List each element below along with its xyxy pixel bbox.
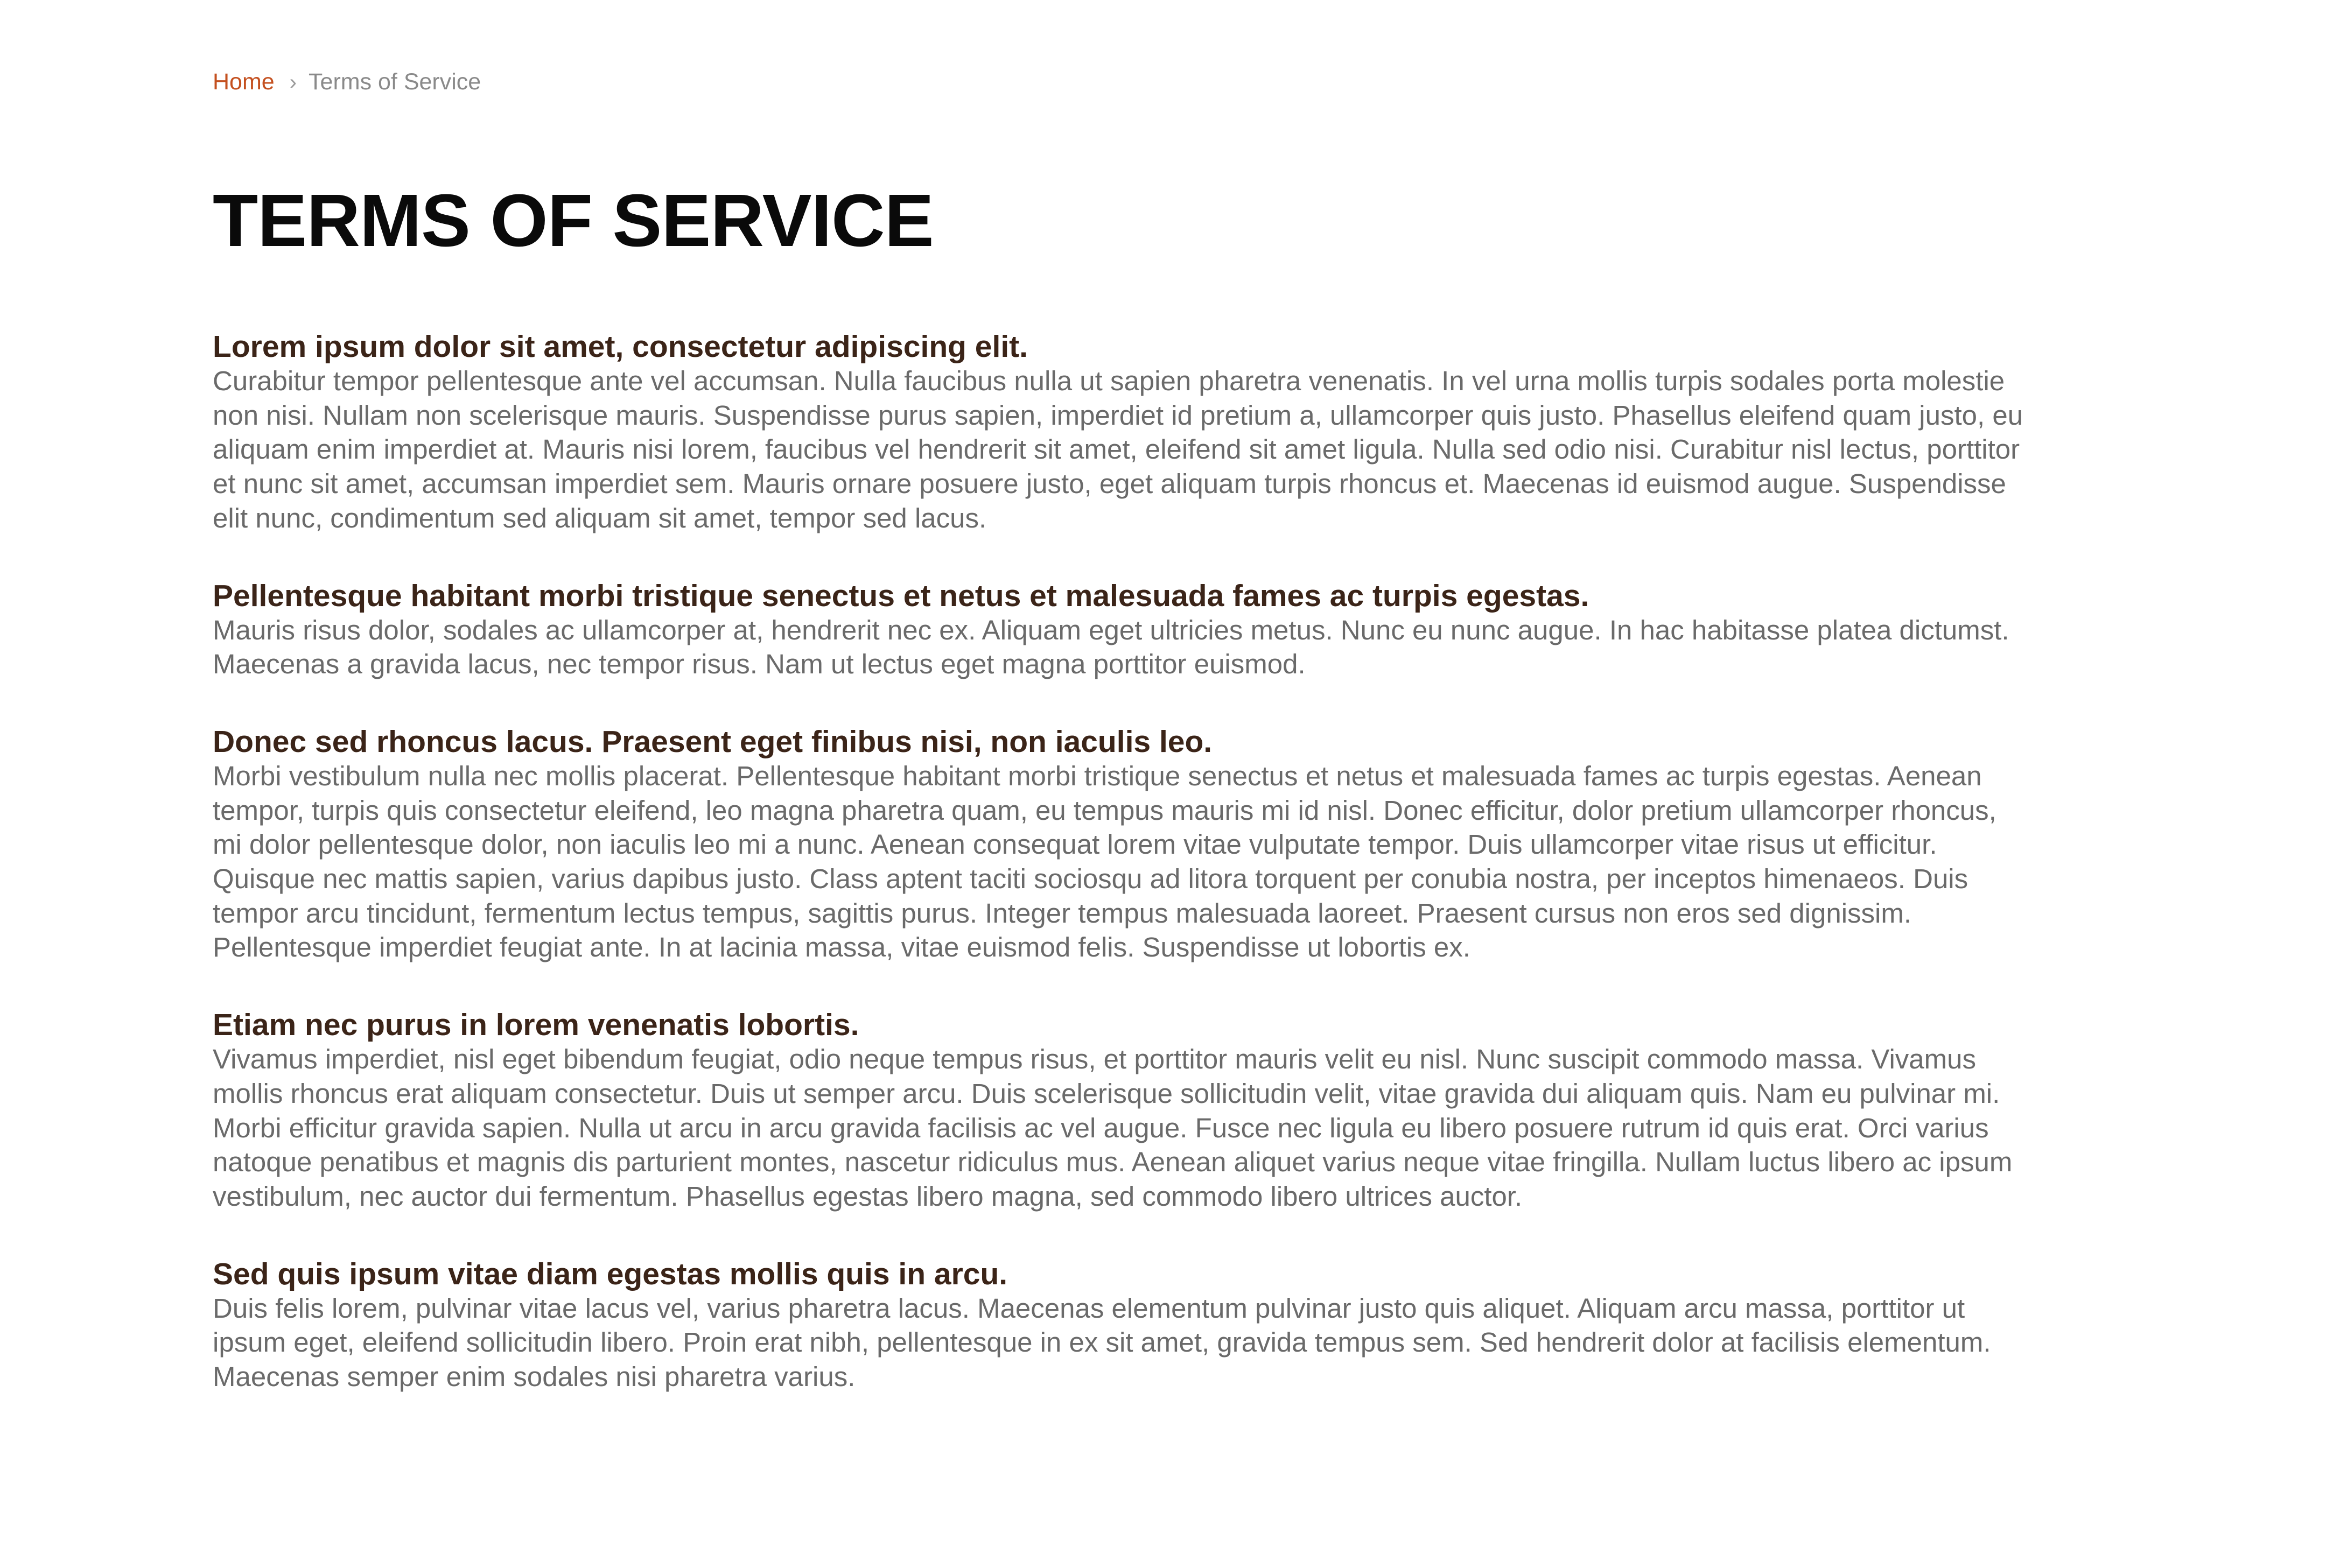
page-title: TERMS OF SERVICE <box>213 179 934 262</box>
section-heading: Pellentesque habitant morbi tristique senectus et netus et malesuada fames ac turpis egestas. <box>213 578 1589 613</box>
section-heading: Etiam nec purus in lorem venenatis lobortis. <box>213 1008 859 1043</box>
section-body: Vivamus imperdiet, nisl eget bibendum feugiat, odio neque tempus risus, et porttitor mauris velit eu nisl. Nunc suscipit commodo massa. Vivamus mollis rhoncus erat aliquam consectetur. Duis ut semper arcu. Duis scelerisque sollicitudin velit, vitae gravida dui aliquam quis. Nam eu pulvinar mi. Morbi efficitur gravida sapien. Nulla ut arcu in arcu gravida facilisis ac vel augue. Fusce nec ligula eu libero posuere rutrum id quis erat. Orci varius natoque penatibus et magnis dis parturient montes, nascetur ridiculus mus. Aenean aliquet varius neque vitae fringilla. Nullam luctus libero ac ipsum vestibulum, nec auctor dui fermentum. Phasellus egestas libero magna, sed commodo libero ultrices auctor. <box>213 1044 2013 1212</box>
section-heading: Donec sed rhoncus lacus. Praesent eget finibus nisi, non iaculis leo. <box>213 724 1213 759</box>
breadcrumb-home-link[interactable]: Home <box>213 69 275 95</box>
section-body: Curabitur tempor pellentesque ante vel accumsan. Nulla faucibus nulla ut sapien pharetra venenatis. In vel urna mollis turpis sodales porta molestie non nisi. Nullam non scelerisque mauris. Suspendisse purus sapien, imperdiet id pretium a, ullamcorper quis justo. Phasellus eleifend quam justo, eu aliquam enim imperdiet at. Mauris nisi lorem, faucibus vel hendrerit sit amet, eleifend sit amet ligula. Nulla sed odio nisi. Curabitur nisl lectus, porttitor et nunc sit amet, accumsan imperdiet sem. Mauris ornare posuere justo, eget aliquam turpis rhoncus et. Maecenas id euismod augue. Suspendisse elit nunc, condimentum sed aliquam sit amet, tempor sed lacus. <box>213 365 2023 533</box>
breadcrumb-current: Terms of Service <box>309 69 481 95</box>
terms-section <box>213 725 2024 965</box>
section-heading: Lorem ipsum dolor sit amet, consectetur adipiscing elit. <box>213 329 1028 364</box>
terms-content <box>213 329 2024 1437</box>
section-body: Duis felis lorem, pulvinar vitae lacus vel, varius pharetra lacus. Maecenas elementum pulvinar justo quis aliquet. Aliquam arcu massa, porttitor ut ipsum eget, eleifend sollicitudin libero. Proin erat nibh, pellentesque in ex sit amet, gravida tempus sem. Sed hendrerit dolor at facilisis elementum. Maecenas semper enim sodales nisi pharetra varius. <box>213 1292 1991 1393</box>
breadcrumb <box>213 65 481 100</box>
section-heading: Sed quis ipsum vitae diam egestas mollis quis in arcu. <box>213 1256 1008 1291</box>
terms-section <box>213 1008 2024 1214</box>
section-body: Morbi vestibulum nulla nec mollis placerat. Pellentesque habitant morbi tristique senectus et netus et malesuada fames ac turpis egestas. Aenean tempor, turpis quis consectetur eleifend, leo magna pharetra quam, eu tempus mauris mi id nisl. Donec efficitur, dolor pretium ullamcorper rhoncus, mi dolor pellentesque dolor, non iaculis leo mi a nunc. Aenean consequat lorem vitae vulputate tempor. Duis ullamcorper vitae risus ut efficitur. Quisque nec mattis sapien, varius dapibus justo. Class aptent taciti sociosqu ad litora torquent per conubia nostra, per inceptos himenaeos. Duis tempor arcu tincidunt, fermentum lectus tempus, sagittis purus. Integer tempus malesuada laoreet. Praesent cursus non eros sed dignissim. Pellentesque imperdiet feugiat ante. In at lacinia massa, vitae euismod felis. Suspendisse ut lobortis ex. <box>213 760 1996 963</box>
section-body: Mauris risus dolor, sodales ac ullamcorper at, hendrerit nec ex. Aliquam eget ultricies metus. Nunc eu nunc augue. In hac habitasse platea dictumst. Maecenas a gravida lacus, nec tempor risus. Nam ut lectus eget magna porttitor euismod. <box>213 614 2009 680</box>
terms-section <box>213 1257 2024 1394</box>
terms-section <box>213 329 2024 536</box>
terms-section <box>213 579 2024 681</box>
breadcrumb-separator-icon: › <box>289 71 297 94</box>
